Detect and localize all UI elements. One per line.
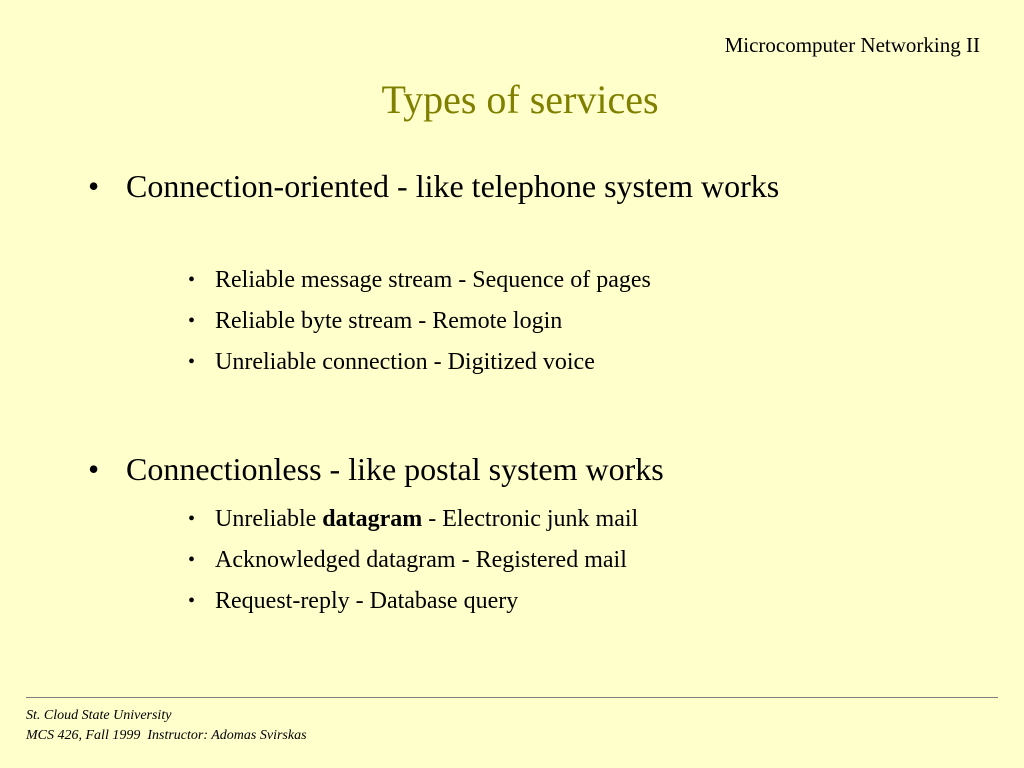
main-bullet-connection-oriented [88, 163, 848, 209]
bullet-icon: • [188, 549, 196, 571]
bullet-icon: • [188, 351, 196, 373]
list-item-text-after: - Electronic junk mail [422, 506, 639, 532]
main-bullet-text: Connection-oriented - like telephone system works [126, 168, 780, 204]
list-item-text-before: Unreliable [215, 506, 323, 532]
list-item-text: Reliable message stream - Sequence of pages [215, 267, 651, 293]
bullet-icon: • [188, 269, 196, 291]
list-item-text: Request-reply - Database query [215, 588, 519, 614]
slide-title: Types of services [381, 77, 659, 122]
main-bullet-text: Connectionless - like postal system works [126, 451, 664, 487]
list-item [188, 305, 888, 346]
footer [26, 706, 307, 746]
sub-list-connection-oriented [188, 264, 888, 387]
footer-institution: St. Cloud State University [26, 708, 172, 723]
bullet-icon: • [188, 310, 196, 332]
footer-divider [26, 697, 998, 698]
list-item-text: Acknowledged datagram - Registered mail [215, 547, 627, 573]
sub-list-connectionless [188, 503, 888, 626]
bullet-icon: • [188, 508, 196, 530]
list-item-text: Reliable byte stream - Remote login [215, 308, 563, 334]
bullet-icon: • [188, 590, 196, 612]
list-item [188, 544, 888, 585]
bullet-icon: • [88, 168, 100, 204]
bullet-icon: • [88, 451, 100, 487]
list-item [188, 346, 888, 387]
list-item-text: Unreliable connection - Digitized voice [215, 349, 595, 375]
footer-course-info: MCS 426, Fall 1999 Instructor: Adomas Svirskas [26, 728, 307, 743]
main-bullet-connectionless [88, 446, 848, 492]
list-item [188, 585, 888, 626]
emphasized-term: datagram [322, 506, 423, 532]
list-item [188, 503, 888, 544]
course-title: Microcomputer Networking II [724, 33, 980, 57]
list-item [188, 264, 888, 305]
list-item-text [215, 506, 638, 532]
